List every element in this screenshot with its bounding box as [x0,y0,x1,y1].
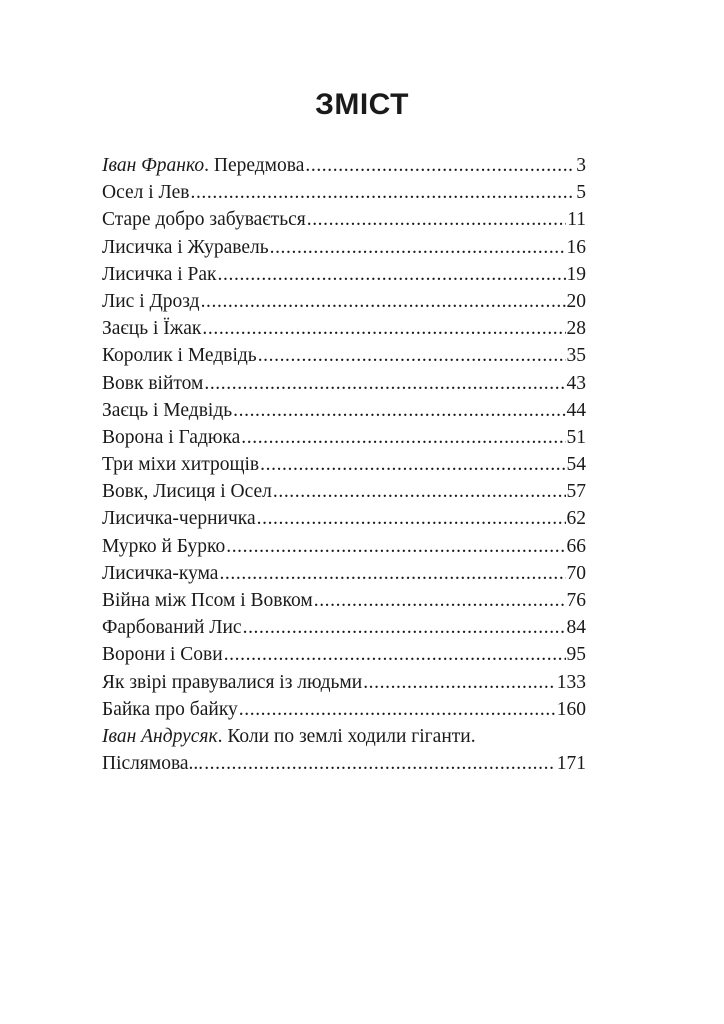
toc-entry-title: Післямова... [102,753,204,775]
toc-entry-title: Війна між Псом і Вовком [102,590,313,611]
dot-leader [270,234,566,261]
toc-entry[interactable] [102,641,586,668]
toc-entry-preface[interactable] [102,152,586,179]
toc-entry-author: Іван Франко [102,155,205,176]
toc-entry-title: Вовк, Лисиця і Осел [102,481,272,503]
dot-leader [260,451,565,478]
toc-entry[interactable] [102,206,586,233]
dot-leader [219,560,565,587]
toc-entry-title: Осел і Лев [102,182,190,204]
dot-leader [241,424,565,451]
toc-entry-page: 5 [576,182,586,204]
toc-entry-page: 70 [566,562,586,584]
toc-entry-label [102,152,304,179]
toc-entry-title: Фарбований Лис [102,617,242,639]
dot-leader [258,342,566,369]
dot-leader [257,505,566,532]
toc-entry[interactable] [102,505,586,532]
toc-entry-page: 44 [566,399,586,421]
dot-leader [233,397,565,424]
toc-entry-page: 16 [566,236,586,258]
toc-entry-page: 133 [556,671,586,693]
dot-leader [190,179,575,206]
toc-entry[interactable] [102,342,586,369]
toc-entry-title: . Передмова [204,155,305,176]
dot-leader [201,288,566,315]
toc-entry-page: 84 [566,617,586,639]
dot-leader [314,587,566,614]
toc-entry-title: Лисичка-черничка [102,508,256,530]
toc-entry-page: 57 [566,481,586,503]
toc-entry-page: 20 [566,290,586,312]
toc-entry-page: 35 [566,345,586,367]
toc-entry-author: Іван Андрусяк [102,725,218,747]
toc-entry[interactable] [102,560,586,587]
toc-entry-page: 160 [556,698,586,720]
toc-entry[interactable] [102,234,586,261]
dot-leader [273,478,566,505]
toc-entry-title: Лисичка і Журавель [102,236,269,258]
toc-entry-page: 95 [566,644,586,666]
toc-entry-page: 43 [566,372,586,394]
toc-entry-page: 28 [566,318,586,340]
table-of-contents [102,152,586,777]
dot-leader [224,641,566,668]
toc-entry[interactable] [102,587,586,614]
dot-leader [307,206,567,233]
toc-entry-page: 11 [567,209,586,231]
toc-entry[interactable] [102,397,586,424]
dot-leader [204,370,565,397]
toc-entry-afterword-heading[interactable] [102,723,586,750]
toc-entry-page: 171 [556,753,586,775]
dot-leader [305,152,575,179]
page-title: ЗМІСТ [315,88,409,121]
toc-entry[interactable] [102,315,586,342]
dot-leader [239,696,556,723]
toc-entry-title: Заєць і Медвідь [102,399,233,421]
toc-entry-title: Вовк війтом [102,372,204,394]
toc-entry[interactable] [102,533,586,560]
dot-leader [226,533,565,560]
toc-entry[interactable] [102,478,586,505]
toc-entry-title: Лис і Дрозд [102,290,200,312]
toc-entry-title: Як звірі правувалися із людьми [102,671,363,693]
dot-leader [218,261,566,288]
toc-entry-title: Байка про байку [102,698,238,720]
toc-entry-title: Три міхи хитрощів [102,454,260,476]
toc-entry[interactable] [102,179,586,206]
toc-entry-page: 76 [566,590,586,611]
toc-entry-page: 54 [566,454,586,476]
toc-entry-title: Королик і Медвідь [102,345,257,367]
dot-leader [243,614,566,641]
toc-entry-title: . Коли по землі ходили гіганти. [217,725,476,747]
dot-leader [363,669,556,696]
toc-entry-page: 51 [566,426,586,448]
toc-entry-title: Ворони і Сови [102,644,223,666]
toc-entry[interactable] [102,424,586,451]
toc-entry[interactable] [102,288,586,315]
toc-entry[interactable] [102,370,586,397]
dot-leader [202,315,565,342]
toc-entry-page: 3 [576,155,586,176]
toc-entry[interactable] [102,696,586,723]
toc-entry-afterword[interactable] [102,750,586,777]
toc-entry-title: Старе добро забувається [102,209,306,231]
toc-entry-title: Ворона і Гадюка [102,426,241,448]
toc-entry-title: Мурко й Бурко [102,535,226,557]
toc-entry-title: Лисичка-кума [102,562,219,584]
toc-entry-title: Заєць і Їжак [102,318,202,340]
toc-entry[interactable] [102,669,586,696]
toc-entry-title: Лисичка і Рак [102,263,217,285]
toc-entry-page: 62 [566,508,586,530]
toc-entry[interactable] [102,261,586,288]
toc-entry-page: 19 [566,263,586,285]
toc-entry[interactable] [102,451,586,478]
toc-entry[interactable] [102,614,586,641]
toc-entry-page: 66 [566,535,586,557]
dot-leader [204,750,556,777]
